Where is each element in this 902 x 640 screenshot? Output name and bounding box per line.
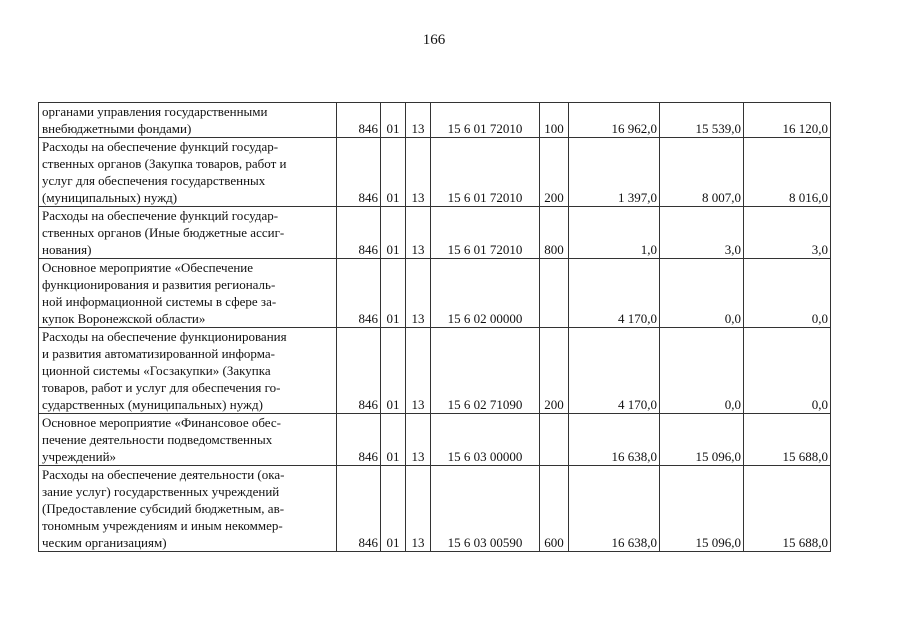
table-row	[39, 103, 831, 138]
expense-name-line: услуг для обеспечения государственных	[42, 173, 266, 188]
cell-expense-type: 200	[540, 328, 569, 414]
cell-target-article: 15 6 03 00000	[431, 414, 540, 466]
cell-subsection-code: 13	[406, 138, 431, 207]
cell-amount-year-2: 3,0	[660, 207, 744, 259]
cell-expense-name	[39, 138, 337, 207]
cell-ministry-code: 846	[337, 259, 381, 328]
cell-subsection-code: 13	[406, 103, 431, 138]
cell-expense-name	[39, 207, 337, 259]
expense-name-line: (Предоставление субсидий бюджетным, ав-	[42, 501, 285, 516]
expense-name-line: ственных органов (Иные бюджетные ассиг-	[42, 225, 285, 240]
cell-expense-type: 800	[540, 207, 569, 259]
expense-name-line: органами управления государственными	[42, 104, 268, 119]
cell-expense-name	[39, 259, 337, 328]
table-row	[39, 138, 831, 207]
cell-ministry-code: 846	[337, 207, 381, 259]
expense-name-line: функционирования и развития региональ-	[42, 277, 276, 292]
cell-expense-type	[540, 414, 569, 466]
expense-name-line: Расходы на обеспечение функций государ-	[42, 139, 279, 154]
expense-name-line: учреждений»	[42, 449, 117, 464]
table-row	[39, 328, 831, 414]
cell-ministry-code: 846	[337, 328, 381, 414]
budget-table	[38, 102, 831, 552]
cell-ministry-code: 846	[337, 138, 381, 207]
cell-amount-year-1: 1,0	[569, 207, 660, 259]
cell-section-code: 01	[381, 138, 406, 207]
cell-amount-year-2: 15 096,0	[660, 414, 744, 466]
cell-expense-name	[39, 103, 337, 138]
expense-name-line: ной информационной системы в сфере за-	[42, 294, 277, 309]
cell-expense-type: 600	[540, 466, 569, 552]
cell-amount-year-2: 0,0	[660, 328, 744, 414]
expense-name-line: Расходы на обеспечение функционирования	[42, 329, 287, 344]
cell-target-article: 15 6 01 72010	[431, 138, 540, 207]
cell-amount-year-1: 1 397,0	[569, 138, 660, 207]
table-row	[39, 259, 831, 328]
page-number: 166	[422, 32, 446, 48]
cell-subsection-code: 13	[406, 466, 431, 552]
cell-amount-year-2: 15 096,0	[660, 466, 744, 552]
cell-amount-year-3: 15 688,0	[744, 466, 831, 552]
expense-name-line: ционной системы «Госзакупки» (Закупка	[42, 363, 271, 378]
cell-target-article: 15 6 01 72010	[431, 103, 540, 138]
cell-amount-year-3: 16 120,0	[744, 103, 831, 138]
cell-subsection-code: 13	[406, 259, 431, 328]
expense-name-line: и развития автоматизированной информа-	[42, 346, 275, 361]
expense-name-line: Основное мероприятие «Финансовое обес-	[42, 415, 281, 430]
table-row	[39, 207, 831, 259]
cell-target-article: 15 6 02 71090	[431, 328, 540, 414]
expense-name-line: Основное мероприятие «Обеспечение	[42, 260, 254, 275]
cell-target-article: 15 6 03 00590	[431, 466, 540, 552]
cell-section-code: 01	[381, 414, 406, 466]
cell-expense-name	[39, 414, 337, 466]
cell-subsection-code: 13	[406, 414, 431, 466]
cell-subsection-code: 13	[406, 328, 431, 414]
table-row	[39, 414, 831, 466]
cell-amount-year-2: 15 539,0	[660, 103, 744, 138]
cell-section-code: 01	[381, 328, 406, 414]
expense-name-line: купок Воронежской области»	[42, 311, 206, 326]
cell-ministry-code: 846	[337, 414, 381, 466]
expense-name-line: Расходы на обеспечение функций государ-	[42, 208, 279, 223]
cell-section-code: 01	[381, 103, 406, 138]
cell-ministry-code: 846	[337, 466, 381, 552]
cell-amount-year-3: 3,0	[744, 207, 831, 259]
table-row	[39, 466, 831, 552]
cell-expense-type	[540, 259, 569, 328]
cell-amount-year-3: 0,0	[744, 328, 831, 414]
cell-expense-type: 100	[540, 103, 569, 138]
expense-name-line: (муниципальных) нужд)	[42, 190, 178, 205]
expense-name-line: ственных органов (Закупка товаров, работ и	[42, 156, 287, 171]
expense-name-line: сударственных (муниципальных) нужд)	[42, 397, 263, 412]
cell-target-article: 15 6 01 72010	[431, 207, 540, 259]
cell-amount-year-2: 8 007,0	[660, 138, 744, 207]
expense-name-line: нования)	[42, 242, 92, 257]
cell-amount-year-1: 4 170,0	[569, 328, 660, 414]
cell-target-article: 15 6 02 00000	[431, 259, 540, 328]
expense-name-line: тономным учреждениям и иным некоммер-	[42, 518, 283, 533]
expense-name-line: товаров, работ и услуг для обеспечения го-	[42, 380, 281, 395]
cell-section-code: 01	[381, 466, 406, 552]
cell-ministry-code: 846	[337, 103, 381, 138]
cell-amount-year-3: 0,0	[744, 259, 831, 328]
cell-expense-type: 200	[540, 138, 569, 207]
cell-subsection-code: 13	[406, 207, 431, 259]
cell-amount-year-1: 16 962,0	[569, 103, 660, 138]
cell-amount-year-1: 16 638,0	[569, 414, 660, 466]
cell-amount-year-2: 0,0	[660, 259, 744, 328]
expense-name-line: Расходы на обеспечение деятельности (ока-	[42, 467, 285, 482]
expense-name-line: зание услуг) государственных учреждений	[42, 484, 280, 499]
cell-section-code: 01	[381, 207, 406, 259]
cell-expense-name	[39, 328, 337, 414]
cell-section-code: 01	[381, 259, 406, 328]
cell-expense-name	[39, 466, 337, 552]
cell-amount-year-1: 16 638,0	[569, 466, 660, 552]
expense-name-line: внебюджетными фондами)	[42, 121, 192, 136]
expense-name-line: печение деятельности подведомственных	[42, 432, 273, 447]
cell-amount-year-3: 8 016,0	[744, 138, 831, 207]
expense-name-line: ческим организациям)	[42, 535, 167, 550]
cell-amount-year-1: 4 170,0	[569, 259, 660, 328]
cell-amount-year-3: 15 688,0	[744, 414, 831, 466]
table-body	[39, 103, 831, 552]
